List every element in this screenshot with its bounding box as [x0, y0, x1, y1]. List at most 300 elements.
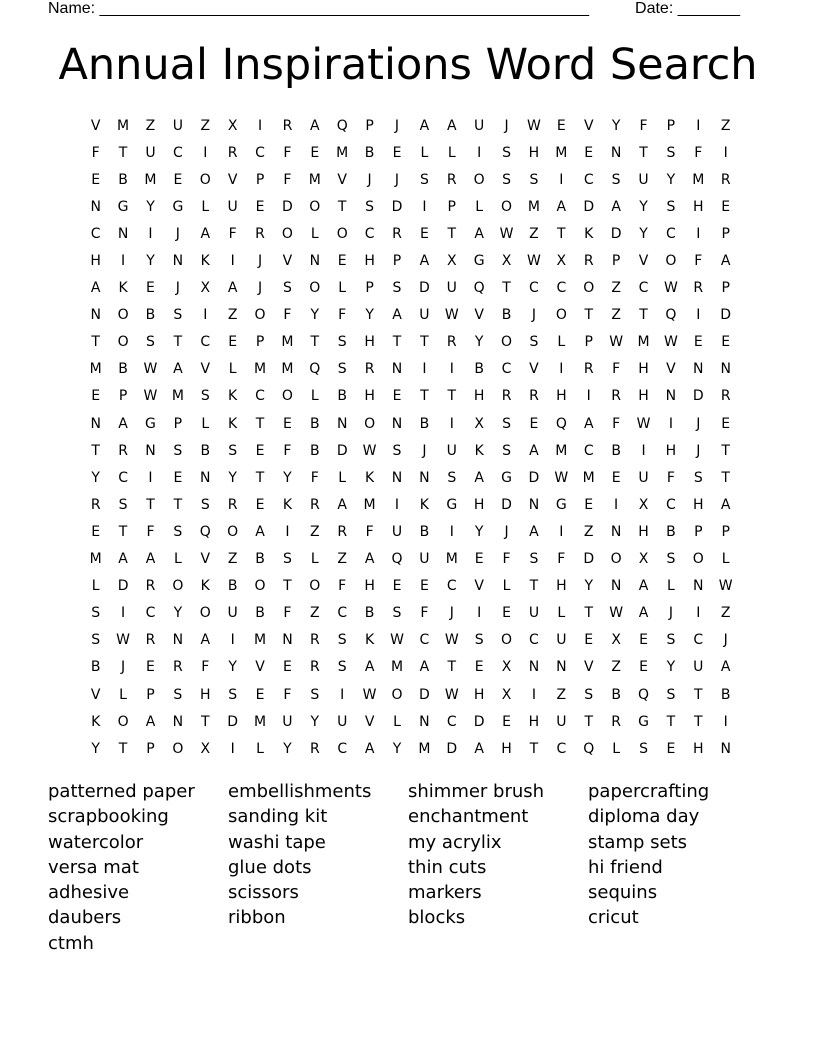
grid-letter: U [556, 713, 567, 730]
grid-letter: S [282, 280, 292, 297]
grid-letter: K [228, 388, 238, 405]
grid-letter: Z [556, 686, 567, 703]
grid-letter: P [584, 334, 593, 351]
grid-letter: S [584, 686, 594, 703]
grid-letter: I [559, 171, 564, 188]
grid-letter: I [668, 415, 673, 432]
grid-letter: V [474, 307, 484, 324]
grid-letter: P [146, 686, 155, 703]
grid-letter: Y [310, 307, 320, 324]
grid-letter: O [610, 551, 622, 568]
grid-letter: H [693, 198, 704, 215]
grid-letter: P [611, 253, 621, 270]
grid-letter: I [230, 632, 235, 649]
grid-letter: O [364, 415, 376, 432]
grid-letter: M [281, 334, 294, 351]
grid-letter: F [694, 144, 703, 161]
grid-letter: P [721, 523, 730, 540]
grid-letter: S [173, 686, 183, 703]
grid-letter: G [446, 496, 458, 513]
grid-letter: C [556, 280, 567, 297]
grid-letter: T [447, 388, 457, 405]
grid-letter: P [255, 334, 265, 351]
grid-letter: Z [227, 307, 238, 324]
grid-row [82, 735, 740, 762]
grid-letter: O [281, 388, 293, 405]
grid-letter: W [609, 605, 624, 622]
grid-letter: S [282, 551, 292, 568]
grid-letter: Q [637, 686, 650, 703]
grid-letter: X [200, 740, 211, 757]
grid-letter: T [557, 225, 566, 242]
grid-letter: A [118, 551, 128, 568]
grid-letter: S [447, 469, 457, 486]
grid-row [82, 356, 740, 383]
grid-letter: R [173, 659, 183, 676]
grid-letter: Y [283, 469, 292, 486]
grid-letter: A [227, 280, 238, 297]
grid-letter: T [337, 198, 347, 215]
grid-letter: E [283, 659, 292, 676]
grid-letter: J [696, 415, 701, 432]
grid-letter: A [474, 225, 484, 242]
grid-letter: V [583, 659, 594, 676]
grid-letter: E [639, 659, 648, 676]
grid-letter: U [638, 171, 649, 188]
grid-letter: R [145, 578, 156, 595]
grid-letter: A [583, 415, 594, 432]
grid-letter: E [584, 496, 594, 513]
grid-letter: H [364, 334, 375, 351]
grid-letter: P [721, 225, 730, 242]
grid-letter: V [200, 551, 211, 568]
grid-letter: F [228, 225, 237, 242]
word-list-item: sequins [588, 882, 658, 904]
grid-letter: Y [91, 469, 100, 486]
grid-letter: N [419, 469, 430, 486]
word-column [588, 779, 768, 956]
grid-letter: J [175, 280, 180, 297]
grid-letter: T [173, 496, 183, 513]
grid-letter: V [583, 117, 594, 134]
word-list-item: ribbon [228, 907, 286, 929]
grid-letter: D [391, 198, 403, 215]
grid-letter: N [172, 253, 184, 270]
grid-letter: E [173, 171, 183, 188]
word-list-item: markers [408, 882, 482, 904]
grid-letter: C [145, 605, 156, 622]
grid-letter: E [392, 388, 402, 405]
grid-letter: I [586, 388, 591, 405]
word-list-item: glue dots [228, 856, 312, 878]
grid-letter: J [394, 171, 400, 188]
grid-letter: O [254, 578, 266, 595]
grid-letter: B [255, 551, 265, 568]
grid-letter: F [338, 578, 347, 595]
grid-letter: H [199, 686, 211, 703]
grid-letter: O [583, 280, 595, 297]
grid-letter: Q [309, 361, 321, 378]
word-list-item: patterned paper [48, 781, 195, 802]
grid-letter: Z [611, 307, 621, 324]
grid-letter: T [91, 334, 100, 351]
grid-letter: Y [310, 713, 320, 730]
grid-letter: N [610, 523, 622, 540]
grid-row [82, 247, 740, 274]
grid-letter: F [557, 551, 566, 568]
grid-letter: E [584, 632, 594, 649]
grid-letter: I [449, 361, 454, 378]
grid-letter: T [118, 523, 128, 540]
grid-letter: E [584, 144, 594, 161]
grid-letter: T [392, 334, 402, 351]
grid-letter: D [528, 469, 540, 486]
grid-letter: N [172, 713, 184, 730]
word-column [408, 779, 588, 956]
grid-letter: M [308, 171, 321, 188]
grid-letter: G [473, 253, 485, 270]
grid-letter: H [473, 496, 485, 513]
grid-letter: W [444, 686, 459, 703]
grid-letter: C [693, 632, 704, 649]
grid-letter: C [90, 225, 101, 242]
grid-letter: V [90, 117, 101, 134]
grid-letter: O [501, 632, 513, 649]
grid-letter: H [501, 740, 512, 757]
grid-letter: F [639, 117, 648, 134]
grid-letter: R [693, 280, 704, 297]
grid-row [82, 139, 740, 166]
grid-letter: J [668, 605, 673, 622]
grid-letter: F [502, 551, 511, 568]
grid-letter: O [336, 225, 348, 242]
grid-letter: T [529, 578, 539, 595]
grid-letter: M [390, 659, 404, 676]
grid-letter: K [365, 632, 375, 649]
grid-letter: Y [228, 469, 237, 486]
grid-letter: S [529, 551, 539, 568]
grid-letter: Q [665, 307, 677, 324]
grid-letter: N [90, 198, 101, 215]
grid-letter: E [721, 415, 731, 432]
grid-letter: V [474, 578, 484, 595]
grid-letter: C [583, 171, 594, 188]
grid-letter: C [337, 605, 348, 622]
grid-letter: O [309, 578, 321, 595]
grid-letter: T [420, 334, 429, 351]
word-list-item: shimmer brush [408, 781, 545, 802]
grid-letter: J [449, 605, 454, 622]
grid-letter: S [365, 198, 375, 215]
grid-letter: E [556, 117, 566, 134]
grid-letter: C [419, 632, 430, 649]
grid-letter: I [340, 686, 345, 703]
grid-letter: I [285, 523, 290, 540]
grid-letter: Y [639, 198, 648, 215]
grid-row [82, 464, 740, 491]
grid-letter: O [199, 171, 211, 188]
word-list-item: daubers [48, 907, 122, 929]
grid-row [82, 573, 740, 600]
grid-letter: E [666, 740, 676, 757]
grid-letter: D [418, 686, 430, 703]
grid-letter: Y [392, 740, 402, 757]
word-list-item: hi friend [588, 856, 663, 878]
grid-letter: Y [283, 740, 292, 757]
grid-letter: R [529, 388, 539, 405]
grid-letter: R [118, 442, 128, 459]
grid-letter: H [638, 523, 649, 540]
grid-letter: U [172, 117, 183, 134]
grid-letter: I [422, 198, 427, 215]
grid-letter: B [118, 361, 128, 378]
grid-letter: B [145, 307, 156, 324]
grid-letter: C [118, 469, 128, 486]
grid-letter: N [693, 361, 704, 378]
grid-letter: R [501, 388, 512, 405]
grid-letter: S [173, 523, 183, 540]
grid-letter: M [555, 144, 568, 161]
grid-letter: W [663, 334, 678, 351]
grid-letter: H [556, 388, 567, 405]
grid-letter: X [501, 253, 512, 270]
grid-letter: A [611, 198, 621, 215]
grid-letter: D [227, 713, 239, 730]
grid-letter: F [310, 469, 319, 486]
grid-letter: U [474, 117, 485, 134]
grid-letter: Z [720, 117, 731, 134]
grid-letter: A [364, 659, 375, 676]
grid-letter: R [255, 225, 265, 242]
grid-letter: A [556, 198, 567, 215]
grid-letter: Y [474, 334, 484, 351]
grid-letter: E [419, 225, 429, 242]
grid-letter: W [663, 280, 678, 297]
grid-letter: L [228, 361, 237, 378]
grid-letter: R [309, 632, 320, 649]
grid-letter: T [584, 605, 593, 622]
grid-letter: R [227, 144, 238, 161]
grid-letter: Y [639, 225, 648, 242]
grid-letter: T [200, 713, 210, 730]
grid-letter: Q [336, 117, 348, 134]
grid-letter: T [310, 334, 320, 351]
grid-letter: F [283, 144, 292, 161]
grid-letter: R [611, 713, 621, 730]
word-list-item: embellishments [228, 781, 372, 802]
grid-letter: V [227, 171, 238, 188]
grid-letter: P [447, 198, 456, 215]
grid-row [82, 627, 740, 654]
grid-letter: Y [666, 171, 676, 188]
grid-letter: S [173, 442, 183, 459]
grid-letter: L [420, 144, 429, 161]
grid-letter: B [364, 144, 375, 161]
word-list-item: scrapbooking [48, 806, 169, 828]
grid-row [82, 681, 740, 708]
grid-letter: S [337, 632, 347, 649]
grid-letter: W [362, 686, 377, 703]
grid-letter: I [422, 361, 427, 378]
grid-letter: V [666, 361, 676, 378]
grid-letter: Z [611, 280, 621, 297]
grid-letter: A [145, 713, 156, 730]
grid-letter: B [501, 307, 512, 324]
date-field-label: Date: _______ [635, 0, 740, 17]
grid-letter: R [309, 659, 320, 676]
grid-letter: A [446, 117, 457, 134]
grid-letter: R [337, 523, 348, 540]
grid-letter: S [228, 442, 238, 459]
grid-letter: S [502, 415, 511, 432]
grid-letter: C [255, 388, 265, 405]
grid-letter: J [257, 280, 263, 297]
grid-row [82, 708, 740, 735]
grid-letter: B [364, 605, 375, 622]
grid-letter: I [696, 117, 701, 134]
grid-letter: X [556, 253, 567, 270]
grid-letter: C [666, 225, 676, 242]
grid-letter: M [527, 198, 540, 215]
grid-letter: I [449, 415, 454, 432]
grid-letter: N [419, 713, 430, 730]
grid-row [82, 410, 740, 437]
grid-letter: R [720, 388, 731, 405]
grid-letter: Q [583, 740, 595, 757]
grid-letter: A [200, 632, 211, 649]
grid-letter: Z [310, 523, 320, 540]
word-list-item: diploma day [588, 806, 700, 828]
word-list-item: my acrylix [408, 831, 502, 853]
grid-letter: L [173, 551, 182, 568]
word-list-item: papercrafting [588, 781, 710, 802]
grid-letter: H [528, 713, 540, 730]
grid-letter: E [255, 442, 265, 459]
grid-letter: N [309, 253, 321, 270]
grid-letter: I [230, 740, 235, 757]
grid-letter: M [117, 117, 130, 134]
grid-letter: J [422, 442, 427, 459]
grid-letter: E [639, 632, 648, 649]
grid-letter: D [720, 307, 732, 324]
grid-letter: Y [666, 659, 676, 676]
grid-letter: S [91, 632, 101, 649]
grid-letter: U [419, 551, 430, 568]
grid-letter: F [365, 523, 374, 540]
grid-letter: E [419, 578, 429, 595]
grid-letter: I [148, 225, 153, 242]
grid-letter: U [282, 713, 293, 730]
grid-letter: T [420, 388, 429, 405]
grid-letter: P [146, 740, 155, 757]
grid-letter: S [666, 551, 676, 568]
grid-letter: L [91, 578, 100, 595]
grid-letter: S [337, 334, 347, 351]
grid-letter: R [90, 496, 101, 513]
grid-letter: N [528, 496, 540, 513]
grid-letter: C [556, 740, 567, 757]
grid-letter: V [200, 361, 211, 378]
grid-letter: R [583, 253, 594, 270]
grid-letter: P [365, 117, 374, 134]
grid-row [82, 193, 740, 220]
grid-letter: R [392, 225, 402, 242]
grid-letter: U [446, 280, 457, 297]
grid-letter: O [692, 551, 704, 568]
grid-letter: S [529, 334, 539, 351]
word-list-item: blocks [408, 907, 466, 929]
grid-letter: N [665, 388, 677, 405]
grid-letter: L [256, 740, 264, 757]
grid-letter: T [721, 469, 730, 486]
grid-letter: N [391, 415, 403, 432]
grid-row [82, 112, 740, 139]
grid-letter: C [172, 144, 183, 161]
grid-letter: Z [227, 551, 238, 568]
grid-letter: D [282, 198, 293, 215]
grid-letter: K [474, 442, 484, 459]
grid-letter: L [502, 578, 511, 595]
grid-letter: F [283, 605, 292, 622]
grid-letter: O [501, 334, 513, 351]
grid-letter: S [666, 198, 676, 215]
grid-letter: N [720, 361, 731, 378]
grid-letter: A [720, 496, 731, 513]
grid-letter: O [555, 307, 567, 324]
grid-letter: A [529, 523, 539, 540]
grid-letter: B [474, 361, 484, 378]
grid-letter: V [529, 361, 539, 378]
grid-letter: B [720, 686, 731, 703]
grid-letter: T [584, 307, 593, 324]
grid-letter: H [364, 578, 375, 595]
grid-letter: M [281, 361, 294, 378]
grid-row [82, 518, 740, 545]
grid-letter: L [721, 551, 730, 568]
grid-letter: W [444, 632, 459, 649]
grid-letter: S [502, 442, 511, 459]
grid-letter: A [337, 496, 347, 513]
word-list-item: sanding kit [228, 806, 328, 828]
grid-letter: D [418, 280, 430, 297]
grid-letter: W [390, 632, 404, 649]
grid-letter: I [230, 253, 235, 270]
grid-letter: E [474, 659, 484, 676]
grid-letter: T [639, 307, 648, 324]
grid-letter: P [721, 280, 730, 297]
grid-letter: R [446, 171, 457, 188]
grid-letter: K [91, 713, 101, 730]
grid-letter: O [665, 253, 677, 270]
grid-letter: B [200, 442, 211, 459]
grid-letter: D [117, 578, 129, 595]
grid-letter: M [89, 361, 102, 378]
word-list-item: versa mat [48, 856, 139, 878]
grid-letter: C [255, 144, 265, 161]
grid-letter: S [666, 632, 676, 649]
grid-letter: T [666, 713, 676, 730]
grid-letter: X [501, 686, 512, 703]
grid-letter: O [473, 171, 485, 188]
grid-letter: M [692, 171, 705, 188]
grid-letter: I [559, 361, 564, 378]
grid-letter: E [255, 496, 265, 513]
grid-letter: W [499, 225, 514, 242]
grid-letter: D [336, 442, 348, 459]
grid-letter: O [117, 334, 129, 351]
grid-letter: L [310, 225, 319, 242]
grid-letter: M [363, 496, 376, 513]
